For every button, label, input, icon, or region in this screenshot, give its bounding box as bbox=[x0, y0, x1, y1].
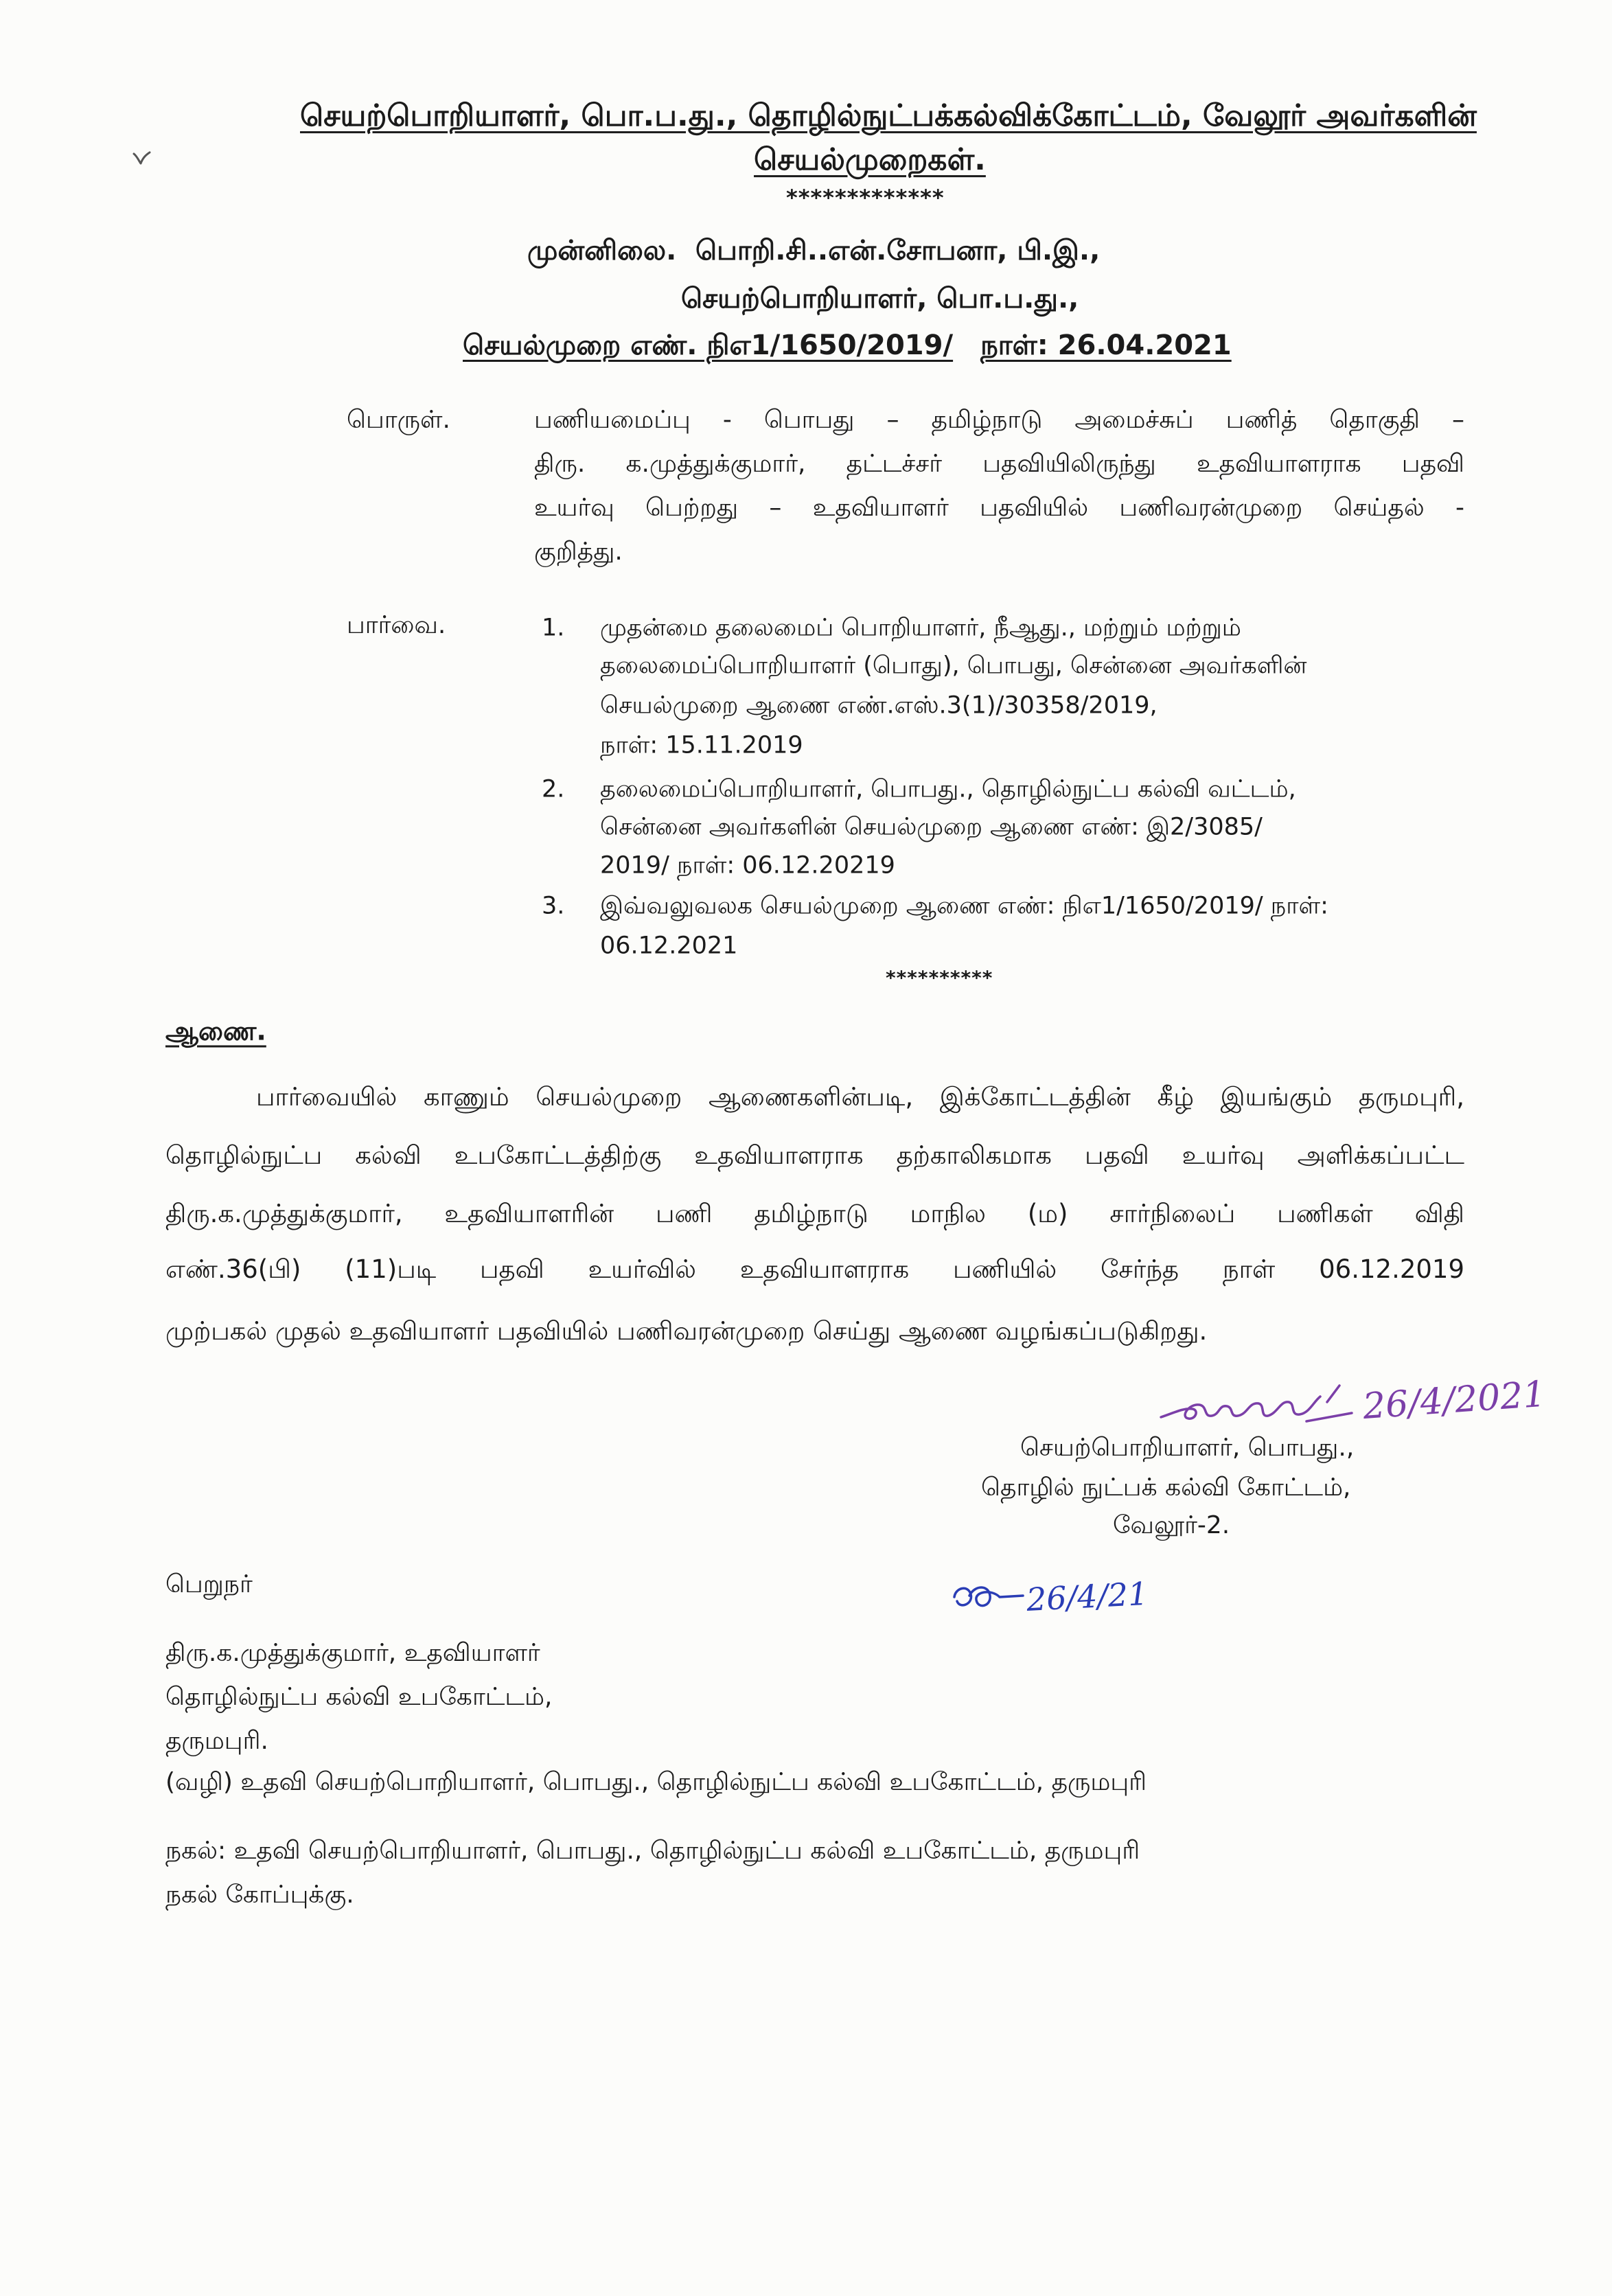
reference-number: செயல்முறை எண். நிஎ1/1650/2019/ bbox=[463, 330, 954, 361]
order-paragraph-line: திரு.க.முத்துக்குமார், உதவியாளரின் பணி தமிழ்நாடு மாநில (ம) சார்நிலைப் பணிகள் விதி bbox=[165, 1199, 1464, 1229]
initials-date: 26/4/21 bbox=[1025, 1574, 1149, 1618]
reference-date: நாள்: 26.04.2021 bbox=[980, 330, 1232, 361]
reference-item-line: செயல்முறை ஆணை எண்.எஸ்.3(1)/30358/2019, bbox=[600, 691, 1158, 720]
reference-line bbox=[463, 325, 1534, 368]
separator-stars: ********** bbox=[886, 966, 993, 989]
references-label: பார்வை. bbox=[347, 610, 446, 639]
signature-date: 26/4/2021 bbox=[1361, 1373, 1547, 1428]
reference-item-number: 1. bbox=[542, 614, 565, 642]
reference-item-line: இவ்வலுவலக செயல்முறை ஆணை எண்: நிஎ1/1650/2019/ நாள்: bbox=[600, 892, 1328, 920]
recipient-label: பெறுநர் bbox=[165, 1570, 253, 1598]
recipient-line: (வழி) உதவி செயற்பொறியாளர், பொபது., தொழில்நுட்ப கல்வி உபகோட்டம், தருமபுரி bbox=[165, 1767, 1147, 1796]
order-paragraph-line: தொழில்நுட்ப கல்வி உபகோட்டத்திற்கு உதவியாளராக தற்காலிகமாக பதவி உயர்வு அளிக்கப்பட்ட bbox=[165, 1140, 1464, 1171]
order-paragraph-line: பார்வையில் காணும் செயல்முறை ஆணைகளின்படி, இக்கோட்டத்தின் கீழ் இயங்கும் தருமபுரி, bbox=[256, 1082, 1464, 1112]
reference-item-line: 06.12.2021 bbox=[600, 932, 738, 960]
subject-line: குறித்து. bbox=[534, 537, 623, 566]
order-label: ஆணை. bbox=[165, 1015, 266, 1046]
recipient-line: திரு.க.முத்துக்குமார், உதவியாளர் bbox=[165, 1638, 540, 1667]
signatory-designation: செயற்பொறியாளர், பொபது., bbox=[1020, 1433, 1355, 1462]
initials-scribble bbox=[949, 1576, 1026, 1618]
signatory-office: தொழில் நுட்பக் கல்வி கோட்டம், bbox=[981, 1473, 1351, 1502]
order-paragraph-line: எண்.36(பி) (11)படி பதவி உயர்வில் உதவியாளராக பணியில் சேர்ந்த நாள் 06.12.2019 bbox=[165, 1254, 1464, 1285]
reference-item-line: 2019/ நாள்: 06.12.20219 bbox=[600, 851, 895, 880]
scan-artifact bbox=[132, 150, 152, 166]
reference-item-line: தலைமைப்பொறியாளர் (பொது), பொபது, சென்னை அவர்களின் bbox=[600, 652, 1307, 680]
subject-line: பணியமைப்பு - பொபது – தமிழ்நாடு அமைச்சுப் பணித் தொகுதி – bbox=[534, 405, 1464, 434]
reference-item-number: 3. bbox=[542, 892, 565, 920]
reference-item-line: நாள்: 15.11.2019 bbox=[600, 731, 803, 759]
header-title-line2: செயல்முறைகள். bbox=[754, 142, 986, 178]
presence-designation: செயற்பொறியாளர், பொ.ப.து., bbox=[681, 283, 1079, 314]
copy-line: நகல் கோப்புக்கு. bbox=[165, 1880, 354, 1909]
subject-label: பொருள். bbox=[347, 405, 450, 434]
recipient-line: தொழில்நுட்ப கல்வி உபகோட்டம், bbox=[165, 1682, 553, 1711]
reference-item-line: தலைமைப்பொறியாளர், பொபது., தொழில்நுட்ப கல்வி வட்டம், bbox=[600, 775, 1296, 803]
reference-item-number: 2. bbox=[542, 775, 565, 803]
copy-line: நகல்: உதவி செயற்பொறியாளர், பொபது., தொழில்நுட்ப கல்வி உபகோட்டம், தருமபுரி bbox=[165, 1836, 1140, 1865]
reference-item-line: முதன்மை தலைமைப் பொறியாளர், நீஆது., மற்றும் மற்றும் bbox=[600, 614, 1241, 642]
subject-line: திரு. க.முத்துக்குமார், தட்டச்சர் பதவியிலிருந்து உதவியாளராக பதவி bbox=[534, 449, 1464, 478]
signature-scribble bbox=[1157, 1379, 1356, 1434]
presence-label: முன்னிலை. bbox=[527, 235, 677, 266]
reference-item-line: சென்னை அவர்களின் செயல்முறை ஆணை எண்: இ2/3085/ bbox=[600, 813, 1263, 841]
header-title-line1: செயற்பொறியாளர், பொ.ப.து., தொழில்நுட்பக்கல்விக்கோட்டம், வேலூர் அவர்களின் bbox=[300, 98, 1477, 134]
header-stars: ************* bbox=[786, 184, 945, 211]
signatory-place: வேலூர்-2. bbox=[1113, 1511, 1230, 1539]
order-paragraph-line: முற்பகல் முதல் உதவியாளர் பதவியில் பணிவரன்முறை செய்து ஆணை வழங்கப்படுகிறது. bbox=[165, 1316, 1208, 1346]
recipient-line: தருமபுரி. bbox=[165, 1726, 268, 1755]
presence-name: பொறி.சி..என்.சோபனா, பி.இ., bbox=[695, 235, 1101, 266]
subject-line: உயர்வு பெற்றது – உதவியாளர் பதவியில் பணிவரன்முறை செய்தல் - bbox=[534, 493, 1464, 522]
